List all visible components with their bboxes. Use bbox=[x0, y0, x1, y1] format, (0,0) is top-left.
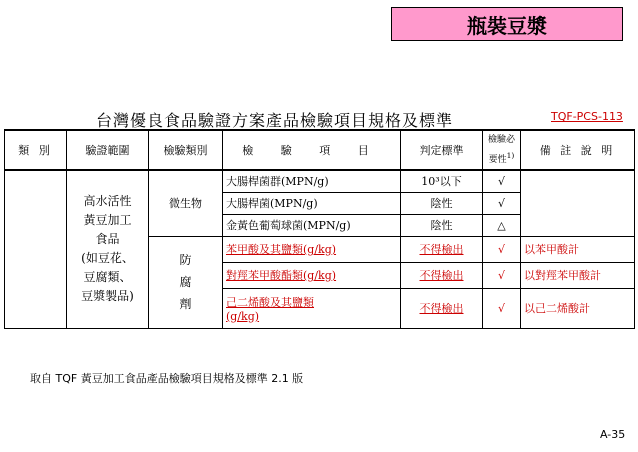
header-required-sup: 1) bbox=[506, 150, 515, 160]
test-item: 金黃色葡萄球菌(MPN/g) bbox=[223, 214, 401, 236]
header-required-line1: 檢驗必 bbox=[487, 134, 515, 145]
required-mark: √ bbox=[483, 262, 521, 288]
source-footnote: 取自 TQF 黃豆加工食品產品檢驗項目規格及標準 2.1 版 bbox=[30, 372, 304, 385]
required-mark: △ bbox=[483, 214, 521, 236]
required-mark: √ bbox=[483, 170, 521, 192]
required-mark: √ bbox=[483, 236, 521, 262]
test-item: 大腸桿菌(MPN/g) bbox=[223, 192, 401, 214]
required-mark: √ bbox=[483, 288, 521, 328]
header-category: 類 別 bbox=[5, 130, 67, 170]
test-item: 對羥苯甲酸酯類(g/kg) bbox=[223, 262, 401, 288]
required-mark: √ bbox=[483, 192, 521, 214]
document-code: TQF-PCS-113 bbox=[551, 110, 623, 123]
standard-value: 不得檢出 bbox=[401, 288, 483, 328]
standard-value: 不得檢出 bbox=[401, 262, 483, 288]
preservative-char: 劑 bbox=[179, 297, 192, 311]
table-row bbox=[5, 170, 635, 192]
document-title: 台灣優良食品驗證方案產品檢驗項目規格及標準 bbox=[96, 111, 454, 130]
table-header-row bbox=[5, 130, 635, 170]
header-test-type: 檢驗類別 bbox=[149, 130, 223, 170]
scope-line: 黃豆加工 bbox=[83, 213, 132, 228]
header-required bbox=[483, 130, 521, 170]
remark-text: 以對羥苯甲酸計 bbox=[521, 262, 635, 288]
standard-value: 10³以下 bbox=[401, 170, 483, 192]
header-scope: 驗證範圍 bbox=[67, 130, 149, 170]
standard-value: 陰性 bbox=[401, 214, 483, 236]
scope-line: 高水活性 bbox=[83, 194, 132, 209]
category-cell bbox=[5, 170, 67, 328]
spec-table bbox=[4, 129, 635, 329]
test-item-line2: (g/kg) bbox=[226, 309, 260, 323]
standard-value: 陰性 bbox=[401, 192, 483, 214]
remark-cell bbox=[521, 170, 635, 236]
remark-text: 以己二烯酸計 bbox=[521, 288, 635, 328]
preservative-char: 腐 bbox=[179, 275, 192, 289]
page-number: A-35 bbox=[600, 428, 626, 441]
slide-title: 瓶裝豆漿 bbox=[391, 7, 623, 41]
scope-cell bbox=[67, 170, 149, 328]
test-item bbox=[223, 288, 401, 328]
remark-text: 以苯甲酸計 bbox=[521, 236, 635, 262]
standard-value: 不得檢出 bbox=[401, 236, 483, 262]
micro-label: 微生物 bbox=[149, 170, 223, 236]
test-item-line1: 己二烯酸及其鹽類 bbox=[226, 295, 314, 309]
header-test-item: 檢 驗 項 目 bbox=[223, 130, 401, 170]
preservative-char: 防 bbox=[179, 253, 192, 267]
preservative-label bbox=[149, 236, 223, 328]
test-item: 苯甲酸及其鹽類(g/kg) bbox=[223, 236, 401, 262]
scope-line: 豆漿製品) bbox=[81, 289, 134, 304]
scope-line: (如豆花、 bbox=[81, 251, 134, 266]
header-standard: 判定標準 bbox=[401, 130, 483, 170]
header-required-line2: 要性 bbox=[488, 154, 507, 165]
scope-line: 食品 bbox=[95, 232, 120, 247]
header-remark: 備 註 說 明 bbox=[521, 130, 635, 170]
test-item: 大腸桿菌群(MPN/g) bbox=[223, 170, 401, 192]
scope-line: 豆腐類、 bbox=[83, 270, 132, 285]
